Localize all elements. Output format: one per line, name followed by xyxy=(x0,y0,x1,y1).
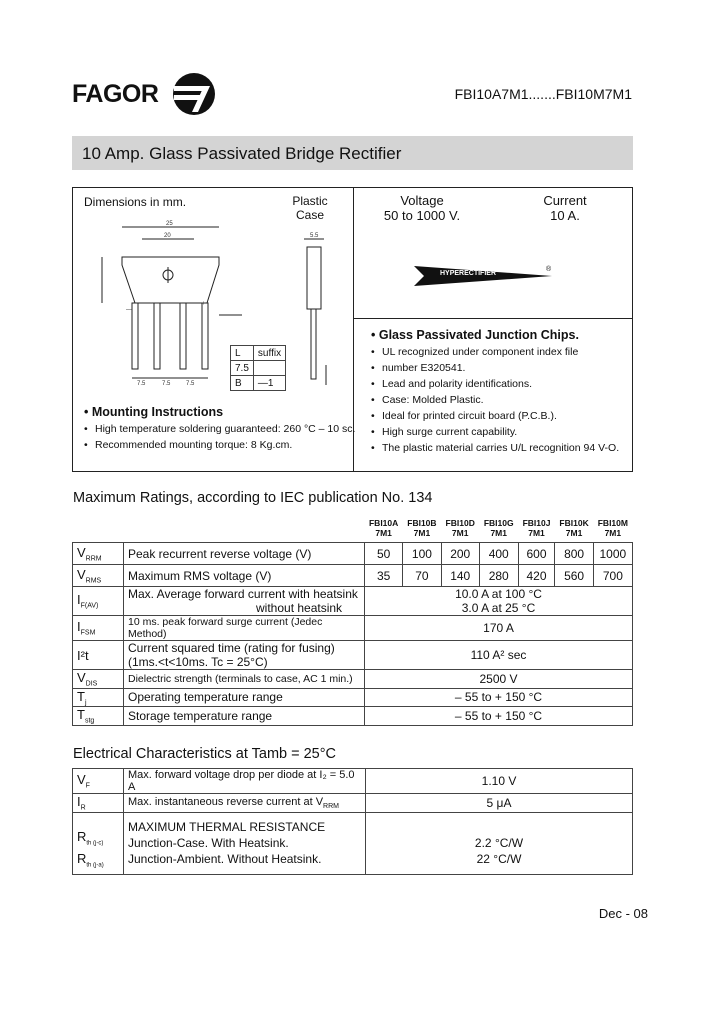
package-drawing xyxy=(82,215,347,400)
col-header: FBI10G 7M1 xyxy=(483,518,514,538)
col-header: FBI10D 7M1 xyxy=(445,518,475,538)
svg-text:+: + xyxy=(202,301,206,307)
brand-logo-text: FAGOR xyxy=(72,80,159,108)
suffix-h2: suffix xyxy=(253,346,285,361)
case-label: Plastic Case xyxy=(292,194,328,222)
col-header: FBI10J 7M1 xyxy=(522,518,551,538)
col-header: FBI10B 7M1 xyxy=(407,518,437,538)
fagor-logo-icon xyxy=(170,72,218,121)
mounting-heading: • Mounting Instructions xyxy=(84,405,224,419)
dimensions-label: Dimensions in mm. xyxy=(84,195,187,209)
svg-text:7.5: 7.5 xyxy=(137,381,146,387)
voltage-block xyxy=(380,193,464,223)
feature-item: • Lead and polarity identifications. xyxy=(371,376,619,392)
mounting-item: • Recommended mounting torque: 8 Kg.cm. xyxy=(84,437,355,453)
suffix-r2c1: B xyxy=(231,376,254,391)
feature-item: • Ideal for printed circuit board (P.C.B.). xyxy=(371,408,619,424)
part-number-range: FBI10A7M1.......FBI10M7M1 xyxy=(454,86,632,102)
current-block xyxy=(528,193,602,223)
electrical-title: Electrical Characteristics at Tamb = 25°C xyxy=(73,746,337,762)
svg-text:5.5: 5.5 xyxy=(310,233,319,239)
box-divider-horizontal xyxy=(353,318,633,319)
table-row: $R_{th (j-c)}$ $R_{th (j-a)}$ MAXIMUM THERMAL RESISTANCE Junction-Case. With Heatsink. Junction-Ambient. Without Heatsink. 2.2 °C/W 22 °C/W xyxy=(73,812,633,874)
col-header: FBI10M 7M1 xyxy=(597,518,628,538)
table-row: $I_{FSM}$ 10 ms. peak forward surge current (Jedec Method) 170 A xyxy=(73,616,633,641)
table-row: $V_F$ Max. forward voltage drop per diode at I₂ = 5.0 A 1.10 V xyxy=(73,769,633,794)
col-header: FBI10A 7M1 xyxy=(368,518,399,538)
table-row: $V_{DIS}$ Dielectric strength (terminals to case, AC 1 min.) 2500 V xyxy=(73,670,633,689)
svg-text:®: ® xyxy=(546,266,552,273)
thermal-heading: MAXIMUM THERMAL RESISTANCE xyxy=(128,820,326,835)
electrical-table xyxy=(72,768,633,875)
suffix-h1: L xyxy=(231,346,254,361)
table-row: $I_R$ Max. instantaneous reverse current at $V_{RRM}$ 5 μA xyxy=(73,794,633,813)
svg-text:—: — xyxy=(126,307,132,313)
table-row: $V_{RRM}$ Peak recurrent reverse voltage (V) 50 100 200 400 600 800 1000 xyxy=(73,543,633,565)
page-title: 10 Amp. Glass Passivated Bridge Rectifier xyxy=(82,144,402,163)
footer-date: Dec - 08 xyxy=(598,906,648,921)
svg-text:~: ~ xyxy=(150,301,154,307)
mounting-item: • High temperature soldering guaranteed: 260 °C – 10 sc. xyxy=(84,421,355,437)
hyperectifier-logo xyxy=(414,262,554,295)
max-ratings-title: Maximum Ratings, according to IEC publication No. 134 xyxy=(73,490,433,506)
suffix-r2c2: —1 xyxy=(253,376,285,391)
svg-text:25: 25 xyxy=(166,221,173,227)
features-section xyxy=(371,328,619,456)
table-row: I²t Current squared time (rating for fusing) (1ms.<t<10ms. Tc = 25°C) 110 A² sec xyxy=(73,641,633,670)
voltage-label: Voltage xyxy=(400,193,444,208)
table-row: $T_j$ Operating temperature range – 55 to + 150 °C xyxy=(73,688,633,707)
table-row: $I_{F(AV)}$ Max. Average forward current with heatsink without heatsink 10.0 A at 100 °C 3.0 A at 25 °C xyxy=(73,587,633,616)
feature-item: • High surge current capability. xyxy=(371,424,619,440)
svg-text:7.5: 7.5 xyxy=(186,381,195,387)
suffix-r1c1: 7.5 xyxy=(231,361,254,376)
feature-item: • The plastic material carries U/L recognition 94 V-O. xyxy=(371,440,619,456)
svg-text:7.5: 7.5 xyxy=(162,381,171,387)
voltage-value: 50 to 1000 V. xyxy=(383,208,461,223)
svg-text:~: ~ xyxy=(178,301,182,307)
col-header: FBI10K 7M1 xyxy=(559,518,589,538)
svg-text:20: 20 xyxy=(164,233,171,239)
mounting-section xyxy=(84,405,355,453)
hyperectifier-text: HYPERECTIFIER xyxy=(440,270,497,277)
max-ratings-table xyxy=(72,514,633,726)
table-row: $T_{stg}$ Storage temperature range – 55 to + 150 °C xyxy=(73,707,633,726)
feature-item: • UL recognized under component index file xyxy=(371,344,619,360)
suffix-table xyxy=(230,345,286,391)
feature-item: • number E320541. xyxy=(371,360,619,376)
current-value: 10 A. xyxy=(550,208,580,223)
current-label: Current xyxy=(543,193,587,208)
title-bar xyxy=(72,136,633,170)
features-heading: • Glass Passivated Junction Chips. xyxy=(371,328,579,342)
table-row: $V_{RMS}$ Maximum RMS voltage (V) 35 70 140 280 420 560 700 xyxy=(73,565,633,587)
feature-item: • Case: Molded Plastic. xyxy=(371,392,619,408)
